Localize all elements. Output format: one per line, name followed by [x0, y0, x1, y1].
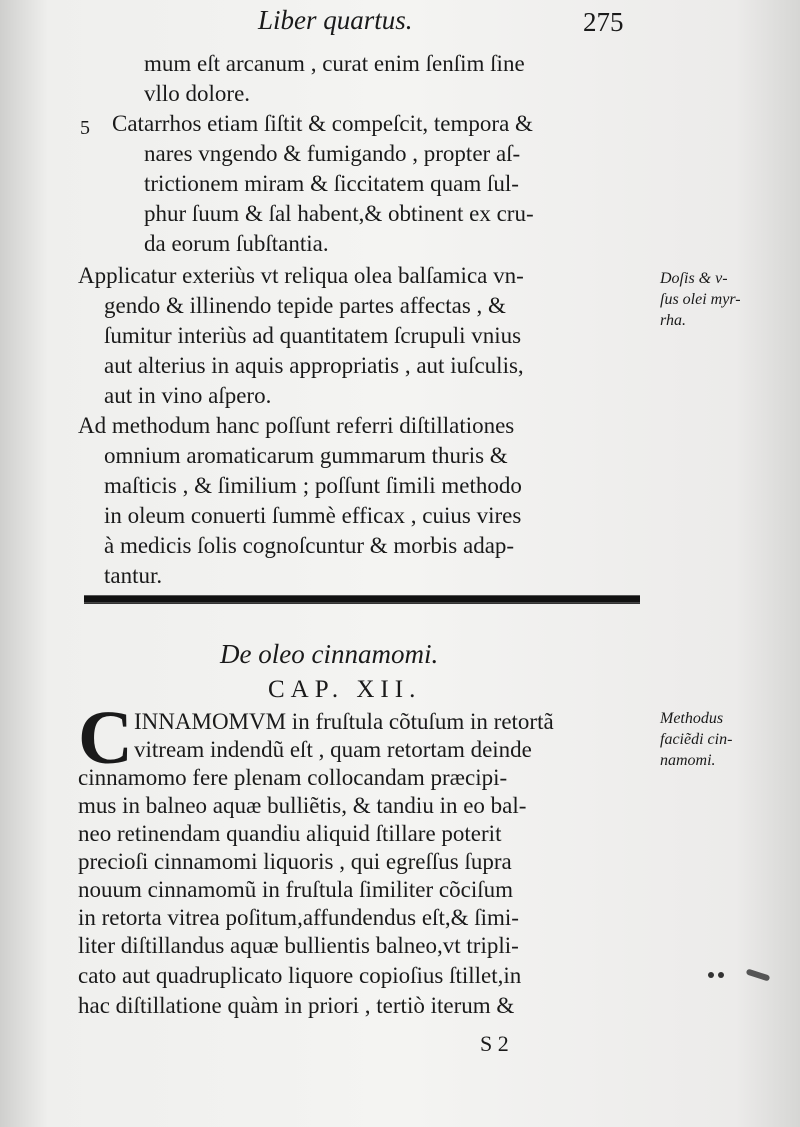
text-line: nares vngendo & fumigando , propter aſ- [144, 141, 521, 166]
drop-cap: C [78, 696, 133, 780]
margin-note-line: Doſis & v- [660, 270, 728, 287]
text-line: Applicatur exteriùs vt reliqua olea balſamica vn- [78, 263, 524, 288]
text-line: Catarrhos etiam ſiſtit & compeſcit, tempora & [112, 111, 533, 136]
text-line: maſticis , & ſimilium ; poſſunt ſimili methodo [104, 473, 522, 498]
text-line: cato aut quadruplicato liquore copioſius ſtillet,in [78, 963, 522, 988]
text-line: tantur. [104, 563, 163, 588]
text-line: ſumitur interiùs ad quantitatem ſcrupuli vnius [104, 323, 522, 348]
signature-mark: S 2 [480, 1031, 509, 1056]
text-line: liter diſtillandus aquæ bullientis balneo,vt tripli- [78, 933, 519, 958]
page-number: 275 [583, 7, 624, 37]
section-divider-thin [84, 603, 640, 604]
margin-note-line: Methodus [660, 710, 724, 727]
text-line: phur ſuum & ſal habent,& obtinent ex cru- [144, 201, 534, 226]
text-line: in retorta vitrea poſitum,affundendus eſt,& ſimi- [78, 905, 519, 930]
section-divider [84, 595, 640, 603]
text-line: gendo & illinendo tepide partes affectas , & [104, 293, 506, 318]
text-line: vllo dolore. [144, 81, 251, 106]
text-line: neo retinendam quandiu aliquid ſtillare poterit [78, 821, 502, 846]
text-line: trictionem miram & ſiccitatem quam ſul- [144, 171, 519, 196]
item-marker: 5 [80, 117, 90, 139]
chapter-number: CAP. XII. [268, 676, 422, 703]
text-line: omnium aromaticarum gummarum thuris & [104, 443, 508, 468]
text-line: in oleum conuerti ſummè efficax , cuius vires [104, 503, 522, 528]
margin-note-line: namomi. [660, 752, 716, 769]
text-line: Ad methodum hanc poſſunt referri diſtillationes [78, 413, 515, 438]
chapter-title: De oleo cinnamomi. [220, 639, 439, 669]
text-line: precioſi cinnamomi liquoris , qui egreſſus ſupra [78, 849, 512, 874]
text-line: da eorum ſubſtantia. [144, 231, 329, 256]
running-title: Liber quartus. [258, 5, 413, 35]
text-line: nouum cinnamomũ in fruſtula ſimiliter cõciſum [78, 877, 514, 902]
text-line: hac diſtillatione quàm in priori , tertiò iterum & [78, 993, 515, 1018]
text-line: à medicis ſolis cognoſcuntur & morbis adap- [104, 533, 515, 558]
text-line: cinnamomo fere plenam collocandam præcipi- [78, 765, 508, 790]
text-line: INNAMOMVM in fruſtula cõtuſum in retortã [134, 709, 554, 734]
margin-note-line: faciẽdi cin- [660, 731, 733, 748]
text-line: aut alterius in aquis appropriatis , aut iuſculis, [104, 353, 524, 378]
margin-note-method [660, 708, 732, 771]
text-line: vitream indendũ eſt , quam retortam deinde [134, 737, 532, 762]
text-line: mus in balneo aquæ bulliẽtis, & tandiu in eo bal- [78, 793, 527, 818]
margin-note-line: ſus olei myr- [660, 291, 741, 308]
text-line: aut in vino aſpero. [104, 383, 272, 408]
margin-note-dose [660, 268, 741, 331]
margin-note-line: rha. [660, 312, 686, 329]
text-line: mum eſt arcanum , curat enim ſenſim ſine [144, 51, 525, 76]
ink-specks [708, 965, 770, 983]
